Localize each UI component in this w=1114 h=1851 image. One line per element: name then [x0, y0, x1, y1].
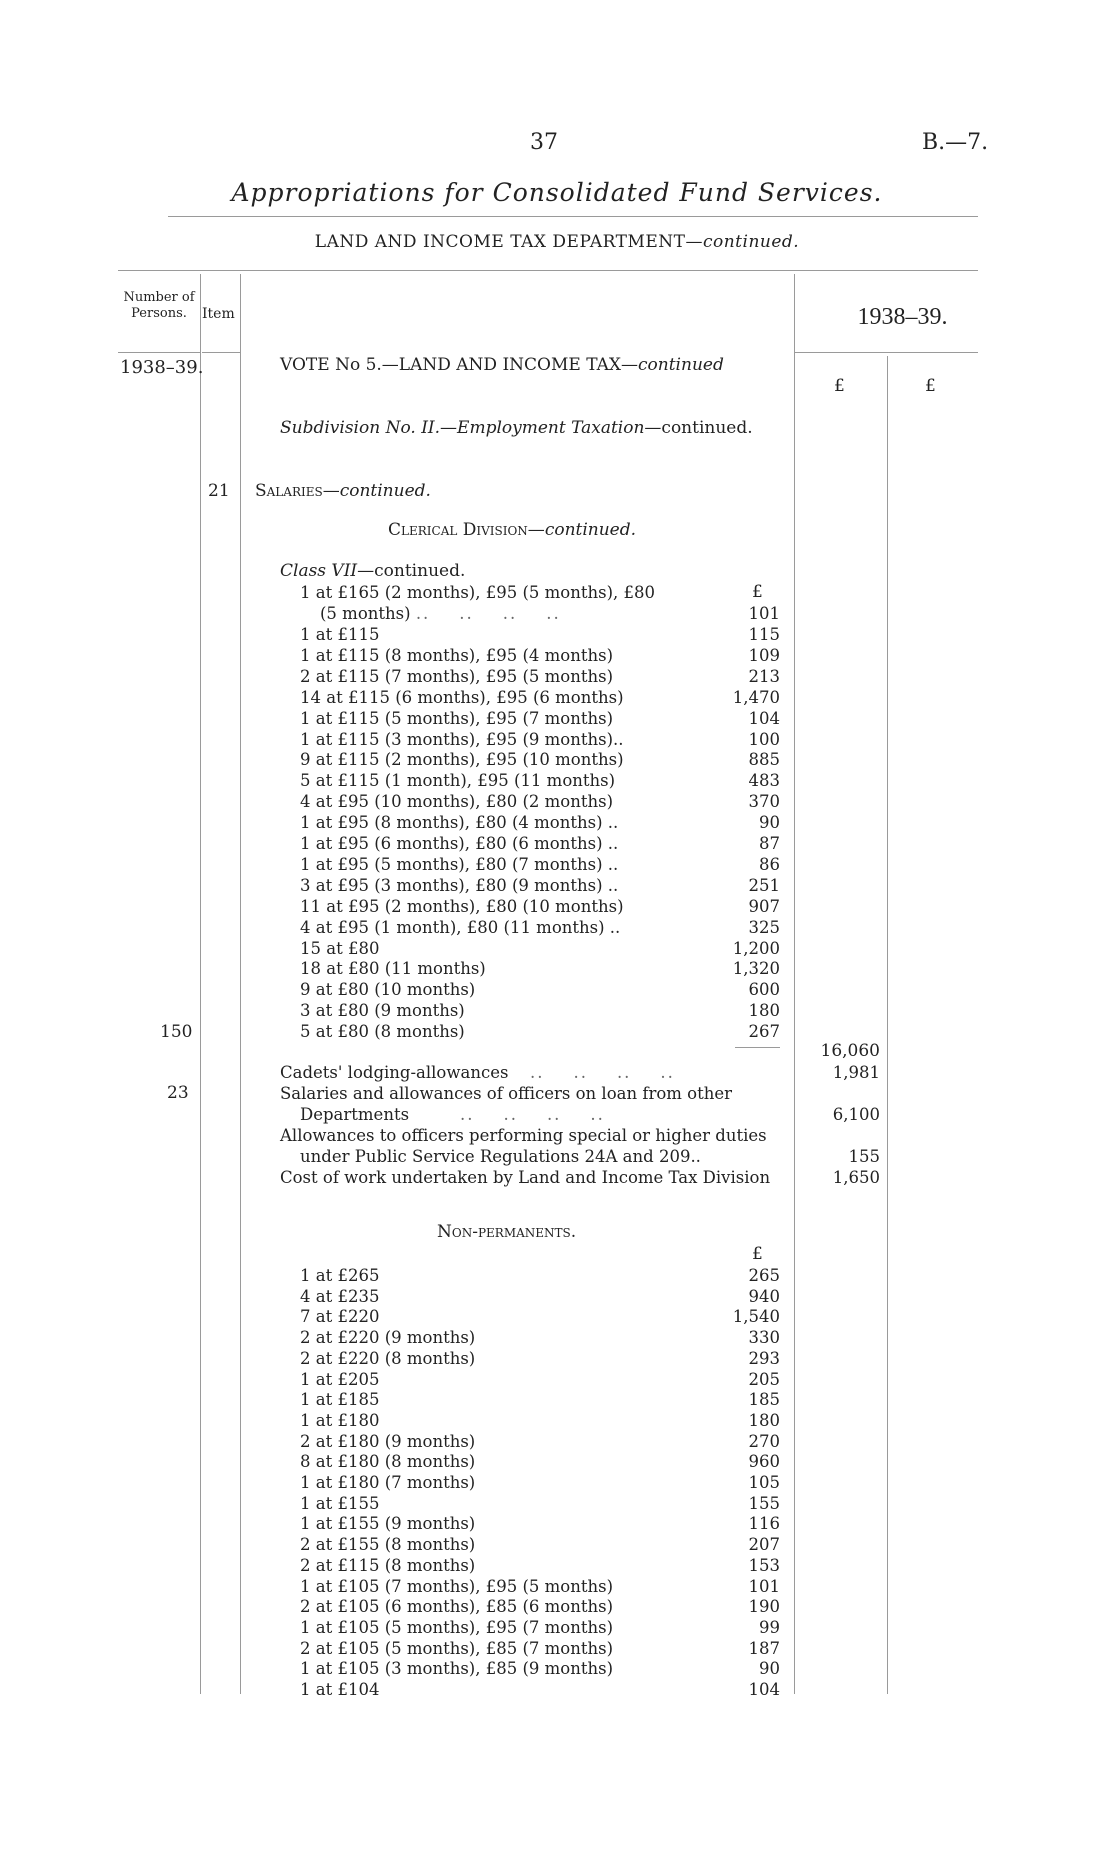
table-row	[300, 729, 780, 750]
table-row	[300, 1021, 780, 1042]
row-value: 207	[748, 1535, 780, 1555]
row-description: 1 at £115	[300, 625, 380, 644]
year-header-rule	[795, 352, 978, 353]
row-description: 1 at £105 (5 months), £95 (7 months)	[300, 1617, 614, 1637]
row-value: 104	[748, 1680, 780, 1699]
pound-header-2: £	[925, 376, 936, 396]
row-description: 1 at £104	[300, 1680, 380, 1699]
item-header: Item	[202, 306, 235, 322]
row-value: 267	[748, 1022, 780, 1042]
table-row	[300, 1369, 780, 1390]
table-row	[300, 1000, 780, 1021]
table-row	[300, 917, 780, 938]
row-description: 2 at £220 (8 months)	[300, 1348, 476, 1368]
row-value: 180	[748, 1001, 780, 1021]
row-value: 115	[748, 625, 780, 644]
row-value: 205	[748, 1369, 780, 1389]
clerical-first-second-line: (5 months) .. .. .. .. 101	[320, 604, 780, 623]
table-row	[300, 1472, 780, 1493]
year-label-left: 1938–39.	[120, 357, 204, 378]
clerical-total: 16,060	[820, 1041, 880, 1061]
item-header-rule	[202, 352, 240, 353]
row-description: 4 at £235	[300, 1286, 380, 1306]
table-row	[300, 833, 780, 854]
row-value: 99	[759, 1617, 780, 1637]
row-description: 2 at £115 (8 months)	[300, 1555, 476, 1575]
class-heading: Class VII—continued.	[280, 561, 466, 581]
row-description: 4 at £95 (1 month), £80 (11 months) ..	[300, 917, 621, 937]
row-description: 1 at £115 (5 months), £95 (7 months)	[300, 708, 614, 728]
table-row	[300, 875, 780, 896]
row-value: 330	[748, 1328, 780, 1348]
table-row	[300, 687, 780, 708]
row-value: 325	[748, 917, 780, 937]
row-description: 1 at £95 (6 months), £80 (6 months) ..	[300, 834, 619, 853]
subdivision-heading: Subdivision No. II.—Employment Taxation—continued.	[280, 418, 753, 438]
loan-row-line2: Departments .. .. .. .. 6,100	[300, 1105, 880, 1124]
row-value: 153	[748, 1555, 780, 1575]
table-row	[300, 708, 780, 729]
row-value: 185	[748, 1390, 780, 1410]
row-value: 187	[748, 1638, 780, 1658]
table-row	[300, 1493, 780, 1514]
table-row	[300, 1431, 780, 1452]
table-row	[300, 1658, 780, 1679]
row-value: 104	[748, 708, 780, 728]
row-description: 1 at £265	[300, 1266, 380, 1285]
row-description: 18 at £80 (11 months)	[300, 959, 486, 979]
nonpermanents-heading: Non-permanents.	[437, 1222, 577, 1242]
row-description: 8 at £180 (8 months)	[300, 1452, 476, 1472]
row-description: 4 at £95 (10 months), £80 (2 months)	[300, 792, 614, 812]
nonperm-pound-sign: £	[752, 1244, 763, 1264]
table-row	[300, 770, 780, 791]
row-description: 1 at £185	[300, 1390, 380, 1410]
year-header: 1938–39.	[857, 304, 948, 330]
row-description: 3 at £80 (9 months)	[300, 1001, 465, 1021]
row-description: 2 at £105 (5 months), £85 (7 months)	[300, 1638, 614, 1658]
row-value: 105	[748, 1473, 780, 1492]
table-row	[300, 1638, 780, 1659]
table-row	[300, 1617, 780, 1638]
page-number: 37	[530, 130, 558, 155]
table-row	[300, 645, 780, 666]
row-value: 155	[748, 1493, 780, 1513]
row-value: 251	[748, 875, 780, 895]
table-row	[300, 1265, 780, 1286]
row-value: 1,320	[732, 959, 780, 979]
salaries-heading: Salaries—continued.	[255, 481, 431, 501]
page-title: Appropriations for Consolidated Fund Services.	[231, 178, 883, 207]
row-description: 9 at £115 (2 months), £95 (10 months)	[300, 750, 624, 770]
row-description: 14 at £115 (6 months), £95 (6 months)	[300, 687, 624, 707]
row-description: 11 at £95 (2 months), £80 (10 months)	[300, 896, 624, 916]
table-row	[300, 896, 780, 917]
row-value: 1,200	[732, 938, 780, 958]
table-row	[300, 938, 780, 959]
table-row	[300, 749, 780, 770]
vote-heading: VOTE No 5.—LAND AND INCOME TAX—continued	[280, 355, 724, 375]
amount-column-divider	[794, 274, 795, 1694]
row-value: 265	[748, 1266, 780, 1285]
row-value: 1,470	[732, 687, 780, 707]
document-reference: B.—7.	[922, 130, 989, 155]
division-heading: Clerical Division—continued.	[388, 520, 637, 540]
table-row	[300, 1576, 780, 1597]
row-description: 15 at £80	[300, 938, 380, 958]
row-value: 370	[748, 792, 780, 812]
clerical-first-line: 1 at £165 (2 months), £95 (5 months), £80	[300, 583, 655, 602]
persons-150: 150	[160, 1022, 193, 1042]
row-value: 960	[748, 1452, 780, 1472]
table-row	[300, 1286, 780, 1307]
row-description: 2 at £115 (7 months), £95 (5 months)	[300, 666, 614, 686]
row-value: 885	[748, 750, 780, 770]
table-row	[300, 624, 780, 645]
row-value: 109	[748, 645, 780, 665]
table-row	[300, 1306, 780, 1327]
table-row	[300, 1410, 780, 1431]
pound-header-1: £	[834, 376, 845, 396]
allowances-row-line2: under Public Service Regulations 24A and 209.. 155	[300, 1147, 880, 1166]
row-value: 90	[759, 1659, 780, 1679]
row-description: 2 at £105 (6 months), £85 (6 months)	[300, 1597, 614, 1617]
table-row	[300, 1327, 780, 1348]
row-value: 90	[759, 813, 780, 833]
row-description: 2 at £180 (9 months)	[300, 1431, 476, 1451]
row-description: 5 at £115 (1 month), £95 (11 months)	[300, 771, 616, 791]
row-value: 270	[748, 1431, 780, 1451]
row-value: 483	[748, 771, 780, 791]
table-row	[300, 666, 780, 687]
table-row	[300, 1679, 780, 1700]
row-description: 1 at £155	[300, 1493, 380, 1513]
table-row	[300, 812, 780, 833]
table-row	[300, 1596, 780, 1617]
table-row	[300, 1348, 780, 1369]
item-21: 21	[208, 481, 230, 501]
pound-column-divider	[887, 356, 888, 1694]
persons-header-rule	[118, 352, 200, 353]
row-value: 100	[748, 729, 780, 749]
allowances-row-line1: Allowances to officers performing special or higher duties	[280, 1126, 767, 1145]
row-description: 1 at £180	[300, 1410, 380, 1430]
row-description: 1 at £180 (7 months)	[300, 1473, 476, 1492]
row-description: 1 at £95 (8 months), £80 (4 months) ..	[300, 813, 619, 833]
row-value: 101	[748, 1576, 780, 1596]
table-row	[300, 1513, 780, 1534]
loan-row-line1: Salaries and allowances of officers on loan from other	[280, 1084, 733, 1103]
row-description: 1 at £155 (9 months)	[300, 1514, 476, 1534]
row-description: 3 at £95 (3 months), £80 (9 months) ..	[300, 875, 619, 895]
row-description: 2 at £155 (8 months)	[300, 1535, 476, 1555]
row-value: 1,540	[732, 1307, 780, 1327]
persons-column-divider	[200, 274, 201, 1694]
row-description: 1 at £115 (8 months), £95 (4 months)	[300, 645, 614, 665]
row-value: 180	[748, 1410, 780, 1430]
row-description: 7 at £220	[300, 1307, 380, 1327]
item-23: 23	[167, 1083, 189, 1103]
table-row	[300, 854, 780, 875]
table-row	[300, 1534, 780, 1555]
row-description: 1 at £105 (7 months), £95 (5 months)	[300, 1576, 614, 1596]
row-value: 940	[748, 1286, 780, 1306]
row-description: 9 at £80 (10 months)	[300, 980, 476, 1000]
table-row	[300, 979, 780, 1000]
row-value: 87	[759, 834, 780, 853]
item-column-divider	[240, 274, 241, 1694]
rule-under-title	[168, 216, 978, 217]
clerical-pound-sign: £	[752, 582, 763, 602]
row-value: 116	[748, 1514, 780, 1534]
row-value: 907	[748, 896, 780, 916]
row-value: 190	[748, 1597, 780, 1617]
row-value: 293	[748, 1348, 780, 1368]
table-row	[300, 1389, 780, 1410]
cost-row: Cost of work undertaken by Land and Income Tax Division 1,650	[280, 1168, 880, 1187]
table-row	[300, 1451, 780, 1472]
clerical-subtotal-rule	[735, 1047, 780, 1048]
row-value: 86	[759, 854, 780, 874]
table-row	[300, 791, 780, 812]
row-value: 213	[748, 666, 780, 686]
row-description: 5 at £80 (8 months)	[300, 1022, 465, 1042]
number-of-persons-header: Number of Persons.	[123, 290, 195, 321]
row-description: 1 at £205	[300, 1369, 380, 1389]
table-top-rule	[118, 270, 978, 271]
row-description: 1 at £115 (3 months), £95 (9 months)..	[300, 729, 624, 749]
table-row	[300, 1555, 780, 1576]
row-description: 1 at £95 (5 months), £80 (7 months) ..	[300, 854, 619, 874]
cadets-row: Cadets' lodging-allowances .. .. .. .. 1,981	[280, 1063, 880, 1082]
row-description: 1 at £105 (3 months), £85 (9 months)	[300, 1659, 614, 1679]
department-heading: LAND AND INCOME TAX DEPARTMENT—continued.	[314, 232, 800, 252]
table-row	[300, 958, 780, 979]
row-value: 600	[748, 980, 780, 1000]
row-description: 2 at £220 (9 months)	[300, 1328, 476, 1348]
